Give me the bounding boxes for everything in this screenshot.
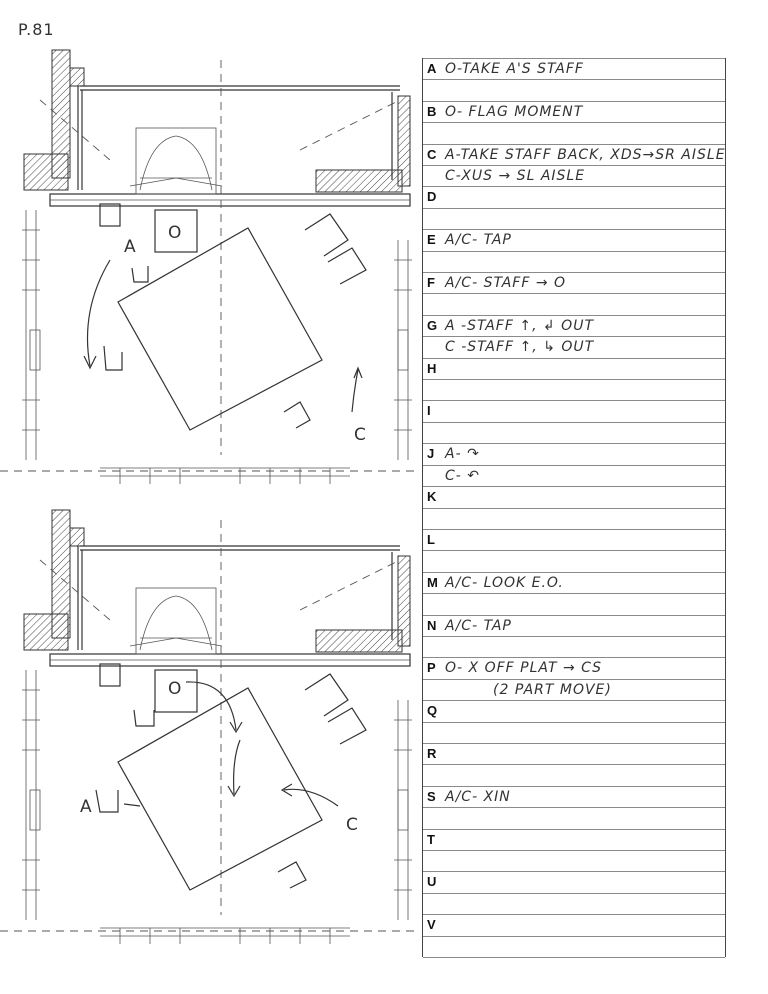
cue-note-line2: C -STAFF ↑, ↳ OUT [445,339,595,356]
ruled-line [423,957,725,958]
cue-letter: H [427,360,437,376]
cue-letter: D [427,189,437,205]
cue-letter: E [427,232,436,248]
cue-letter: J [427,446,435,462]
ruled-line [423,251,725,252]
ruled-line [423,165,725,166]
ruled-line [423,850,725,851]
cue-letter: L [427,531,435,547]
cue-letter: Q [427,703,438,719]
ruled-line [423,743,725,744]
cue-letter: F [427,275,435,291]
actor-a-label-top: A [124,237,136,257]
ruled-line [423,336,725,337]
cue-letter: A [427,61,437,76]
ruled-line [423,293,725,294]
cue-note: A/C- LOOK E.O. [445,574,564,591]
ruled-line [423,593,725,594]
cue-letter: V [427,917,436,933]
cue-letter: I [427,403,431,419]
ruled-line [423,144,725,145]
ruled-line [423,550,725,551]
cue-letter: T [427,831,435,847]
ruled-line [423,529,725,530]
ruled-line [423,572,725,573]
ruled-line [423,358,725,359]
cue-letter: C [427,146,437,162]
diagram-top [0,50,420,484]
cue-letter: P [427,660,436,676]
ruled-line [423,679,725,680]
ruled-line [423,508,725,509]
ruled-line [423,807,725,808]
ruled-line [423,914,725,915]
page-number: P.81 [18,20,55,39]
cue-letter: G [427,317,438,333]
cue-note: A-TAKE STAFF BACK, XDS→SR AISLE [445,146,726,163]
cue-letter: K [427,489,437,505]
cue-note: A -STAFF ↑, ↲ OUT [445,317,594,334]
ruled-line [423,58,725,59]
ruled-line [423,422,725,423]
ruled-line [423,829,725,830]
cue-note-line2: C-XUS → SL AISLE [445,168,586,185]
ruled-line [423,871,725,872]
ruled-line [423,700,725,701]
ruled-line [423,208,725,209]
ruled-line [423,636,725,637]
cue-letter: B [427,103,437,119]
actor-c-label-top: C [354,425,366,445]
cue-note: A/C- TAP [445,617,512,634]
ruled-line [423,400,725,401]
ruled-line [423,122,725,123]
cue-note: O-TAKE A'S STAFF [445,61,584,77]
circle-marker-bottom: O [168,679,182,699]
cue-notes-column [422,58,726,957]
ruled-line [423,722,725,723]
ruled-line [423,486,725,487]
cue-letter: U [427,874,437,890]
cue-note: A/C- STAFF → O [445,275,567,292]
cue-note: A- ↷ [445,446,480,463]
ruled-line [423,229,725,230]
ruled-line [423,657,725,658]
diagram-bottom [0,510,420,944]
cue-note-line2: C- ↶ [445,467,481,484]
ruled-line [423,315,725,316]
actor-c-label-bottom: C [346,815,358,835]
ruled-line [423,615,725,616]
circle-marker-top: O [168,223,182,243]
cue-letter: N [427,617,437,633]
ruled-line [423,101,725,102]
cue-letter: M [427,574,438,590]
cue-note: O- FLAG MOMENT [445,103,584,120]
ruled-line [423,186,725,187]
cue-note: A/C- TAP [445,232,512,249]
ruled-line [423,786,725,787]
ruled-line [423,443,725,444]
ruled-line [423,893,725,894]
ruled-line [423,379,725,380]
cue-note-line2: (2 PART MOVE) [493,681,612,698]
ruled-line [423,272,725,273]
cue-note: A/C- XIN [445,788,511,805]
ruled-line [423,465,725,466]
cue-note: O- X OFF PLAT → CS [445,660,603,677]
actor-a-label-bottom: A [80,797,92,817]
cue-letter: S [427,788,436,804]
ruled-line [423,936,725,937]
cue-letter: R [427,745,437,761]
ruled-line [423,764,725,765]
ruled-line [423,79,725,80]
